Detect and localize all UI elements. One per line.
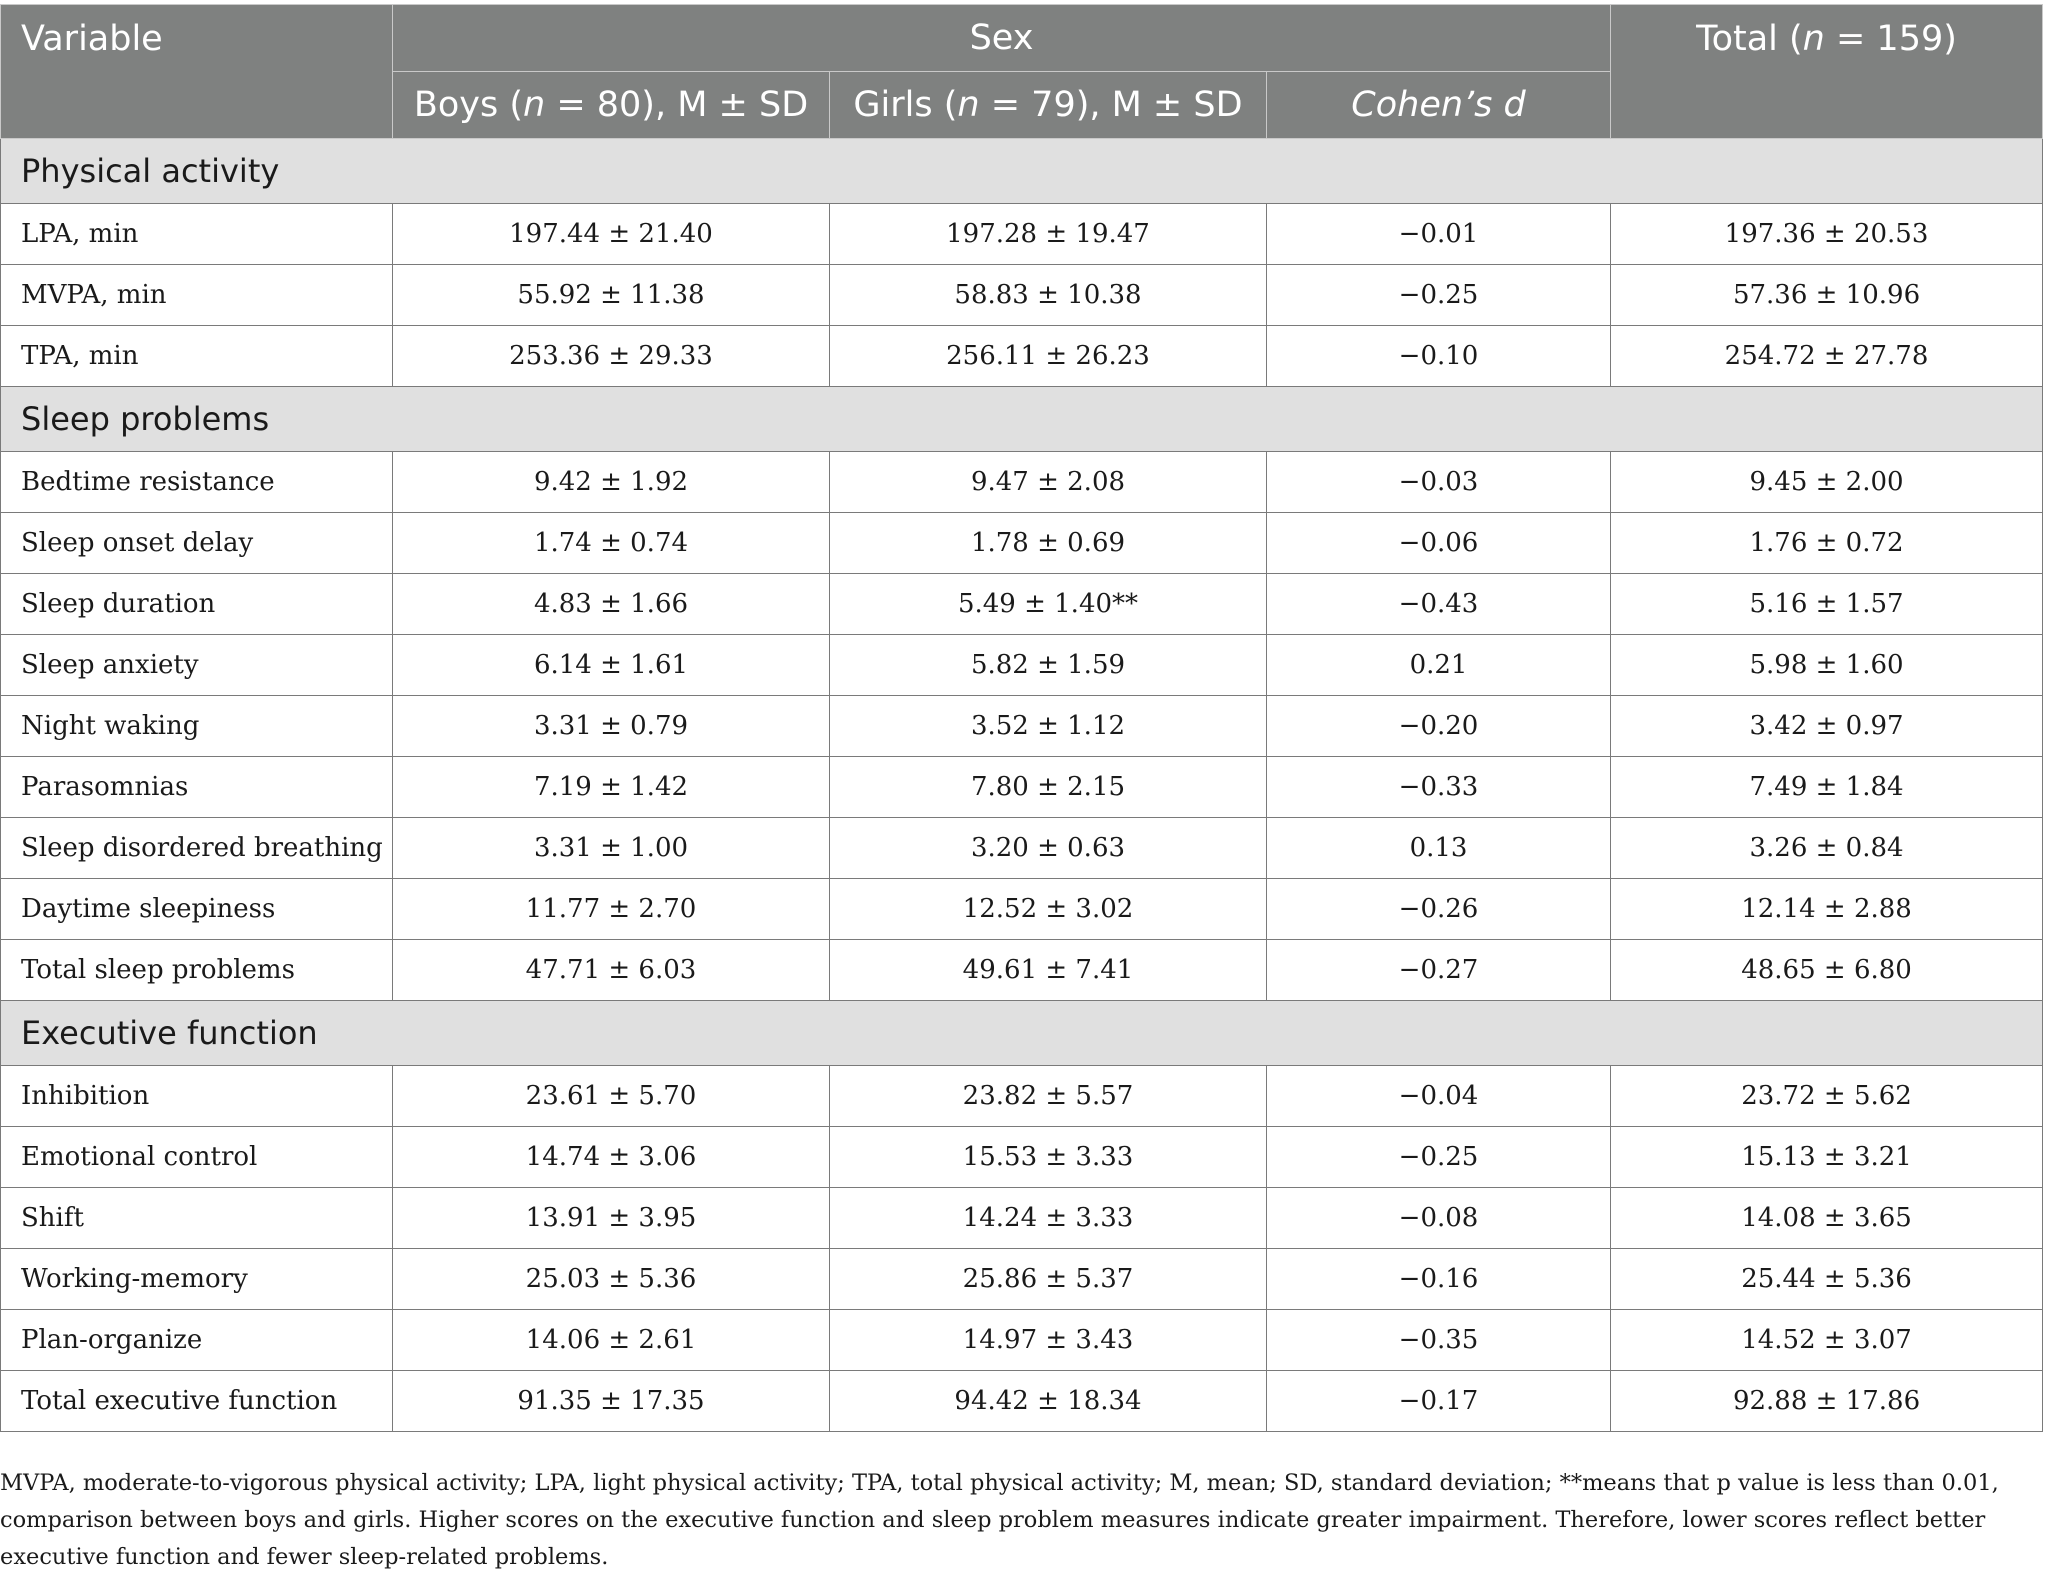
boys-header: Boys (n = 80), M ± SD bbox=[393, 72, 830, 139]
variable-cell: Sleep onset delay bbox=[1, 513, 393, 574]
girls-cell: 9.47 ± 2.08 bbox=[830, 452, 1267, 513]
girls-cell: 14.24 ± 3.33 bbox=[830, 1188, 1267, 1249]
table-row bbox=[1, 204, 2043, 265]
variable-cell: Total sleep problems bbox=[1, 940, 393, 1001]
section-row bbox=[1, 1001, 2043, 1066]
cohens-d-cell: −0.26 bbox=[1267, 879, 1611, 940]
variable-cell: Sleep anxiety bbox=[1, 635, 393, 696]
total-cell: 23.72 ± 5.62 bbox=[1611, 1066, 2043, 1127]
cohens-d-cell: −0.17 bbox=[1267, 1371, 1611, 1432]
table-row bbox=[1, 574, 2043, 635]
girls-cell: 197.28 ± 19.47 bbox=[830, 204, 1267, 265]
section-title: Executive function bbox=[1, 1001, 2043, 1066]
girls-cell: 49.61 ± 7.41 bbox=[830, 940, 1267, 1001]
variable-cell: Daytime sleepiness bbox=[1, 879, 393, 940]
section-title: Physical activity bbox=[1, 139, 2043, 204]
cohens-d-cell: −0.01 bbox=[1267, 204, 1611, 265]
total-cell: 197.36 ± 20.53 bbox=[1611, 204, 2043, 265]
total-cell: 25.44 ± 5.36 bbox=[1611, 1249, 2043, 1310]
variable-cell: Plan-organize bbox=[1, 1310, 393, 1371]
table-row bbox=[1, 696, 2043, 757]
table-row bbox=[1, 1127, 2043, 1188]
variable-cell: Sleep duration bbox=[1, 574, 393, 635]
section-title: Sleep problems bbox=[1, 387, 2043, 452]
table-body bbox=[1, 139, 2043, 1432]
boys-cell: 13.91 ± 3.95 bbox=[393, 1188, 830, 1249]
girls-cell: 23.82 ± 5.57 bbox=[830, 1066, 1267, 1127]
variable-cell: Night waking bbox=[1, 696, 393, 757]
table-footnote: MVPA, moderate-to-vigorous physical activity; LPA, light physical activity; TPA, total physical activity; M, mean; SD, standard deviation; **means that p value is less than 0.01, comparison between boys and girls. Higher scores on the executive function and sleep problem measures indicate greater impairment. Therefore, lower scores reflect better executive function and fewer sleep-related problems. bbox=[0, 1470, 1999, 1570]
total-cell: 14.52 ± 3.07 bbox=[1611, 1310, 2043, 1371]
descriptive-stats-table bbox=[0, 4, 2043, 1432]
girls-cell: 25.86 ± 5.37 bbox=[830, 1249, 1267, 1310]
total-cell: 5.16 ± 1.57 bbox=[1611, 574, 2043, 635]
section-row bbox=[1, 387, 2043, 452]
table-row bbox=[1, 452, 2043, 513]
girls-cell: 94.42 ± 18.34 bbox=[830, 1371, 1267, 1432]
total-cell: 57.36 ± 10.96 bbox=[1611, 265, 2043, 326]
boys-cell: 7.19 ± 1.42 bbox=[393, 757, 830, 818]
total-cell: 48.65 ± 6.80 bbox=[1611, 940, 2043, 1001]
girls-cell: 14.97 ± 3.43 bbox=[830, 1310, 1267, 1371]
table-header bbox=[1, 5, 2043, 139]
table-row bbox=[1, 757, 2043, 818]
variable-cell: Parasomnias bbox=[1, 757, 393, 818]
girls-cell: 3.20 ± 0.63 bbox=[830, 818, 1267, 879]
boys-cell: 6.14 ± 1.61 bbox=[393, 635, 830, 696]
cohens-d-cell: −0.08 bbox=[1267, 1188, 1611, 1249]
boys-cell: 253.36 ± 29.33 bbox=[393, 326, 830, 387]
total-cell: 92.88 ± 17.86 bbox=[1611, 1371, 2043, 1432]
total-cell: 12.14 ± 2.88 bbox=[1611, 879, 2043, 940]
cohens-d-cell: 0.13 bbox=[1267, 818, 1611, 879]
table-row bbox=[1, 635, 2043, 696]
boys-cell: 91.35 ± 17.35 bbox=[393, 1371, 830, 1432]
variable-cell: Bedtime resistance bbox=[1, 452, 393, 513]
section-row bbox=[1, 139, 2043, 204]
girls-cell: 5.82 ± 1.59 bbox=[830, 635, 1267, 696]
boys-cell: 3.31 ± 0.79 bbox=[393, 696, 830, 757]
table-row bbox=[1, 1066, 2043, 1127]
cohens-d-cell: 0.21 bbox=[1267, 635, 1611, 696]
cohens-d-cell: −0.04 bbox=[1267, 1066, 1611, 1127]
girls-cell: 3.52 ± 1.12 bbox=[830, 696, 1267, 757]
table-row bbox=[1, 818, 2043, 879]
variable-cell: Shift bbox=[1, 1188, 393, 1249]
table-row bbox=[1, 879, 2043, 940]
total-cell: 9.45 ± 2.00 bbox=[1611, 452, 2043, 513]
girls-header: Girls (n = 79), M ± SD bbox=[830, 72, 1267, 139]
boys-cell: 23.61 ± 5.70 bbox=[393, 1066, 830, 1127]
cohens-d-header: Cohen’s d bbox=[1267, 72, 1611, 139]
table-row bbox=[1, 1310, 2043, 1371]
table-row bbox=[1, 326, 2043, 387]
boys-cell: 25.03 ± 5.36 bbox=[393, 1249, 830, 1310]
boys-cell: 197.44 ± 21.40 bbox=[393, 204, 830, 265]
girls-cell: 1.78 ± 0.69 bbox=[830, 513, 1267, 574]
total-cell: 7.49 ± 1.84 bbox=[1611, 757, 2043, 818]
cohens-d-cell: −0.35 bbox=[1267, 1310, 1611, 1371]
girls-cell: 7.80 ± 2.15 bbox=[830, 757, 1267, 818]
boys-cell: 47.71 ± 6.03 bbox=[393, 940, 830, 1001]
variable-cell: TPA, min bbox=[1, 326, 393, 387]
variable-cell: Emotional control bbox=[1, 1127, 393, 1188]
table-row bbox=[1, 1249, 2043, 1310]
cohens-d-cell: −0.03 bbox=[1267, 452, 1611, 513]
table-row bbox=[1, 1188, 2043, 1249]
variable-cell: Total executive function bbox=[1, 1371, 393, 1432]
total-cell: 15.13 ± 3.21 bbox=[1611, 1127, 2043, 1188]
cohens-d-cell: −0.33 bbox=[1267, 757, 1611, 818]
cohens-d-cell: −0.25 bbox=[1267, 1127, 1611, 1188]
variable-header: Variable bbox=[1, 5, 393, 139]
table-row bbox=[1, 940, 2043, 1001]
total-header: Total (n = 159) bbox=[1611, 5, 2043, 139]
total-cell: 3.26 ± 0.84 bbox=[1611, 818, 2043, 879]
girls-cell: 58.83 ± 10.38 bbox=[830, 265, 1267, 326]
girls-cell: 256.11 ± 26.23 bbox=[830, 326, 1267, 387]
boys-cell: 55.92 ± 11.38 bbox=[393, 265, 830, 326]
variable-cell: Sleep disordered breathing bbox=[1, 818, 393, 879]
total-cell: 14.08 ± 3.65 bbox=[1611, 1188, 2043, 1249]
total-cell: 254.72 ± 27.78 bbox=[1611, 326, 2043, 387]
variable-cell: LPA, min bbox=[1, 204, 393, 265]
boys-cell: 11.77 ± 2.70 bbox=[393, 879, 830, 940]
boys-cell: 4.83 ± 1.66 bbox=[393, 574, 830, 635]
boys-cell: 3.31 ± 1.00 bbox=[393, 818, 830, 879]
table-row bbox=[1, 513, 2043, 574]
total-cell: 1.76 ± 0.72 bbox=[1611, 513, 2043, 574]
table-row bbox=[1, 265, 2043, 326]
cohens-d-cell: −0.43 bbox=[1267, 574, 1611, 635]
cohens-d-cell: −0.27 bbox=[1267, 940, 1611, 1001]
boys-cell: 14.06 ± 2.61 bbox=[393, 1310, 830, 1371]
cohens-d-cell: −0.20 bbox=[1267, 696, 1611, 757]
sex-header: Sex bbox=[393, 5, 1611, 72]
cohens-d-cell: −0.06 bbox=[1267, 513, 1611, 574]
girls-cell: 15.53 ± 3.33 bbox=[830, 1127, 1267, 1188]
variable-cell: Working-memory bbox=[1, 1249, 393, 1310]
cohens-d-cell: −0.10 bbox=[1267, 326, 1611, 387]
boys-cell: 1.74 ± 0.74 bbox=[393, 513, 830, 574]
total-cell: 5.98 ± 1.60 bbox=[1611, 635, 2043, 696]
girls-cell: 5.49 ± 1.40** bbox=[830, 574, 1267, 635]
girls-cell: 12.52 ± 3.02 bbox=[830, 879, 1267, 940]
table-row bbox=[1, 1371, 2043, 1432]
variable-cell: Inhibition bbox=[1, 1066, 393, 1127]
cohens-d-cell: −0.16 bbox=[1267, 1249, 1611, 1310]
variable-cell: MVPA, min bbox=[1, 265, 393, 326]
cohens-d-cell: −0.25 bbox=[1267, 265, 1611, 326]
boys-cell: 14.74 ± 3.06 bbox=[393, 1127, 830, 1188]
total-cell: 3.42 ± 0.97 bbox=[1611, 696, 2043, 757]
boys-cell: 9.42 ± 1.92 bbox=[393, 452, 830, 513]
